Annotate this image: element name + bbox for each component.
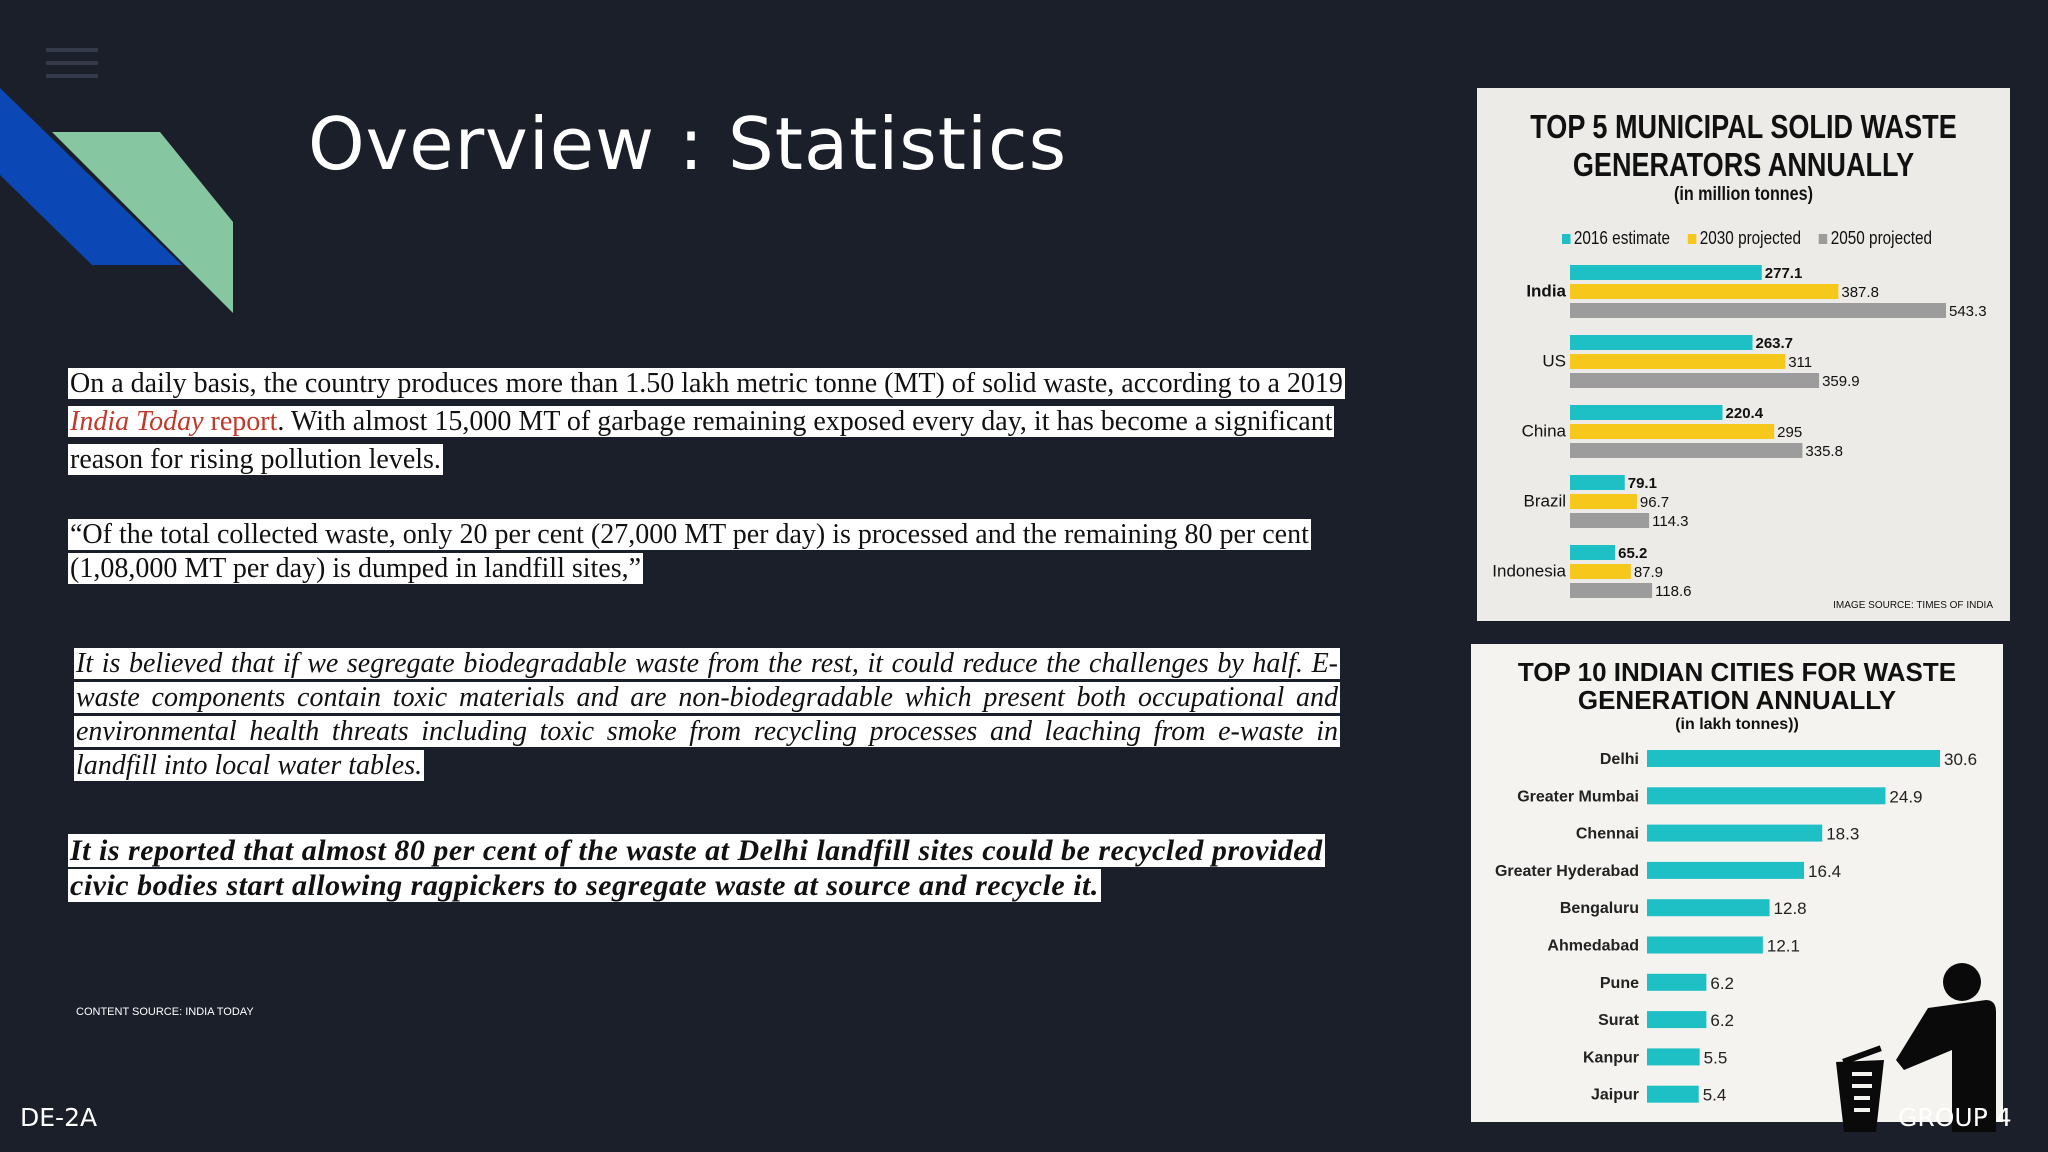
value-label-greater-mumbai: 24.9 (1889, 787, 1923, 807)
chart1-plot (1477, 88, 2010, 621)
p1-text-before: On a daily basis, the country produces more than 1.50 lakh metric tonne (MT) of solid waste, according to a 2019 (70, 368, 1343, 399)
chart1-source: IMAGE SOURCE: TIMES OF INDIA (1833, 600, 1993, 611)
bar-us-2030-projected (1570, 354, 1785, 369)
link-magazine-name: India Today (70, 406, 204, 437)
chart2-title-line1: TOP 10 INDIAN CITIES FOR WASTE (1517, 657, 1957, 687)
city-label-greater-mumbai: Greater Mumbai (1517, 788, 1639, 806)
bar-chennai (1647, 825, 1822, 842)
category-label-china: China (1521, 421, 1566, 441)
value-label-china-2016-estimate: 220.4 (1725, 405, 1764, 422)
decorative-stripes (0, 0, 240, 320)
bar-india-2016-estimate (1570, 265, 1762, 280)
category-label-india: India (1526, 281, 1566, 301)
bar-surat (1647, 1011, 1706, 1028)
bar-kanpur (1647, 1048, 1700, 1065)
city-label-jaipur: Jaipur (1590, 1086, 1639, 1104)
bar-brazil-2050-projected (1570, 513, 1649, 528)
paragraph-quote (68, 518, 1358, 586)
city-label-chennai: Chennai (1575, 825, 1639, 843)
value-label-greater-hyderabad: 16.4 (1808, 861, 1842, 881)
bar-bengaluru (1647, 899, 1770, 916)
city-label-surat: Surat (1598, 1012, 1639, 1030)
page-title: Overview : Statistics (308, 102, 1068, 186)
bar-jaipur (1647, 1086, 1699, 1103)
value-label-india-2030-projected: 387.8 (1841, 284, 1879, 301)
legend-label-2050: 2050 projected (1830, 228, 1933, 248)
value-label-india-2050-projected: 543.3 (1949, 303, 1987, 320)
value-label-us-2050-projected: 359.9 (1822, 373, 1860, 390)
link-text: report (203, 406, 278, 437)
paragraph-daily-waste (68, 365, 1368, 479)
category-label-brazil: Brazil (1523, 491, 1566, 511)
bar-india-2050-projected (1570, 303, 1946, 318)
india-today-report-link[interactable] (70, 406, 277, 437)
city-label-ahmedabad: Ahmedabad (1547, 937, 1639, 955)
value-label-chennai: 18.3 (1826, 824, 1860, 844)
value-label-kanpur: 5.5 (1703, 1048, 1728, 1068)
bar-ahmedabad (1647, 937, 1763, 954)
city-label-bengaluru: Bengaluru (1559, 900, 1639, 918)
bar-indonesia-2050-projected (1570, 583, 1652, 598)
recycling-text: It is reported that almost 80 per cent of the waste at Delhi landfill sites could be recycled provided civic bodies start allowing ragpickers to segregate waste at source and recycle it. (70, 834, 1323, 902)
city-label-delhi: Delhi (1599, 751, 1639, 768)
value-label-us-2016-estimate: 263.7 (1755, 335, 1794, 352)
value-label-indonesia-2016-estimate: 65.2 (1618, 545, 1648, 562)
category-label-indonesia: Indonesia (1492, 561, 1566, 581)
chart1-subtitle: (in million tonnes) (1673, 184, 1814, 205)
value-label-indonesia-2050-projected: 118.6 (1655, 583, 1692, 600)
value-label-ahmedabad: 12.1 (1766, 936, 1800, 956)
bar-us-2016-estimate (1570, 335, 1752, 350)
bar-pune (1647, 974, 1706, 991)
legend-label-2030: 2030 projected (1699, 228, 1802, 248)
chart1-title-line2: GENERATORS ANNUALLY (1572, 146, 1915, 183)
bar-indonesia-2030-projected (1570, 564, 1631, 579)
city-label-greater-hyderabad: Greater Hyderabad (1494, 862, 1639, 880)
bar-brazil-2030-projected (1570, 494, 1637, 509)
value-label-china-2050-projected: 335.8 (1805, 443, 1843, 460)
content-source: CONTENT SOURCE: INDIA TODAY (76, 1006, 254, 1018)
footer-left-label: DE-2A (20, 1103, 98, 1132)
value-label-indonesia-2030-projected: 87.9 (1633, 564, 1664, 581)
chart2-title-line2: GENERATION ANNUALLY (1577, 685, 1897, 715)
bar-indonesia-2016-estimate (1570, 545, 1615, 560)
paragraph-segregation (74, 647, 1340, 783)
value-label-jaipur: 5.4 (1702, 1085, 1727, 1105)
chart1-title-line1: TOP 5 MUNICIPAL SOLID WASTE (1530, 108, 1957, 145)
bar-china-2016-estimate (1570, 405, 1723, 420)
value-label-us-2030-projected: 311 (1788, 354, 1813, 371)
paragraph-recycling (68, 833, 1324, 903)
value-label-india-2016-estimate: 277.1 (1764, 265, 1803, 282)
bar-us-2050-projected (1570, 373, 1819, 388)
value-label-brazil-2030-projected: 96.7 (1639, 494, 1670, 511)
legend-label-2016: 2016 estimate (1573, 228, 1671, 248)
value-label-china-2030-projected: 295 (1777, 424, 1803, 441)
value-label-brazil-2050-projected: 114.3 (1652, 513, 1689, 530)
quote-text: “Of the total collected waste, only 20 per cent (27,000 MT per day) is processed and the remaining 80 per cent (1,08,000 MT per day) is dumped in landfill sites,” (70, 519, 1309, 584)
footer-right-label: GROUP 4 (1898, 1103, 2012, 1132)
chart2-subtitle: (in lakh tonnes)) (1675, 716, 1799, 733)
bar-greater-mumbai (1647, 787, 1885, 804)
bar-brazil-2016-estimate (1570, 475, 1625, 490)
segregation-text: It is believed that if we segregate biodegradable waste from the rest, it could reduce the challenges by half. E-waste components contain toxic materials and are non-biodegradable which present both occupational and environmental health threats including toxic smoke from recycling processes and leaching from e-waste in landfill into local water tables. (76, 648, 1338, 781)
value-label-brazil-2016-estimate: 79.1 (1627, 475, 1657, 492)
value-label-surat: 6.2 (1710, 1011, 1735, 1031)
category-label-us: US (1542, 351, 1566, 371)
value-label-bengaluru: 12.8 (1773, 899, 1807, 919)
bar-greater-hyderabad (1647, 862, 1804, 879)
city-label-pune: Pune (1599, 974, 1639, 992)
city-label-kanpur: Kanpur (1583, 1049, 1639, 1067)
bar-china-2050-projected (1570, 443, 1802, 458)
value-label-pune: 6.2 (1710, 973, 1735, 993)
value-label-delhi: 30.6 (1944, 750, 1978, 769)
chart-top5-msw-generators (1477, 88, 2010, 621)
bar-china-2030-projected (1570, 424, 1774, 439)
p1-text-after: . With almost 15,000 MT of garbage remaining exposed every day, it has become a significant reason for rising pollution levels. (70, 406, 1333, 475)
bar-delhi (1647, 750, 1940, 767)
bar-india-2030-projected (1570, 284, 1838, 299)
